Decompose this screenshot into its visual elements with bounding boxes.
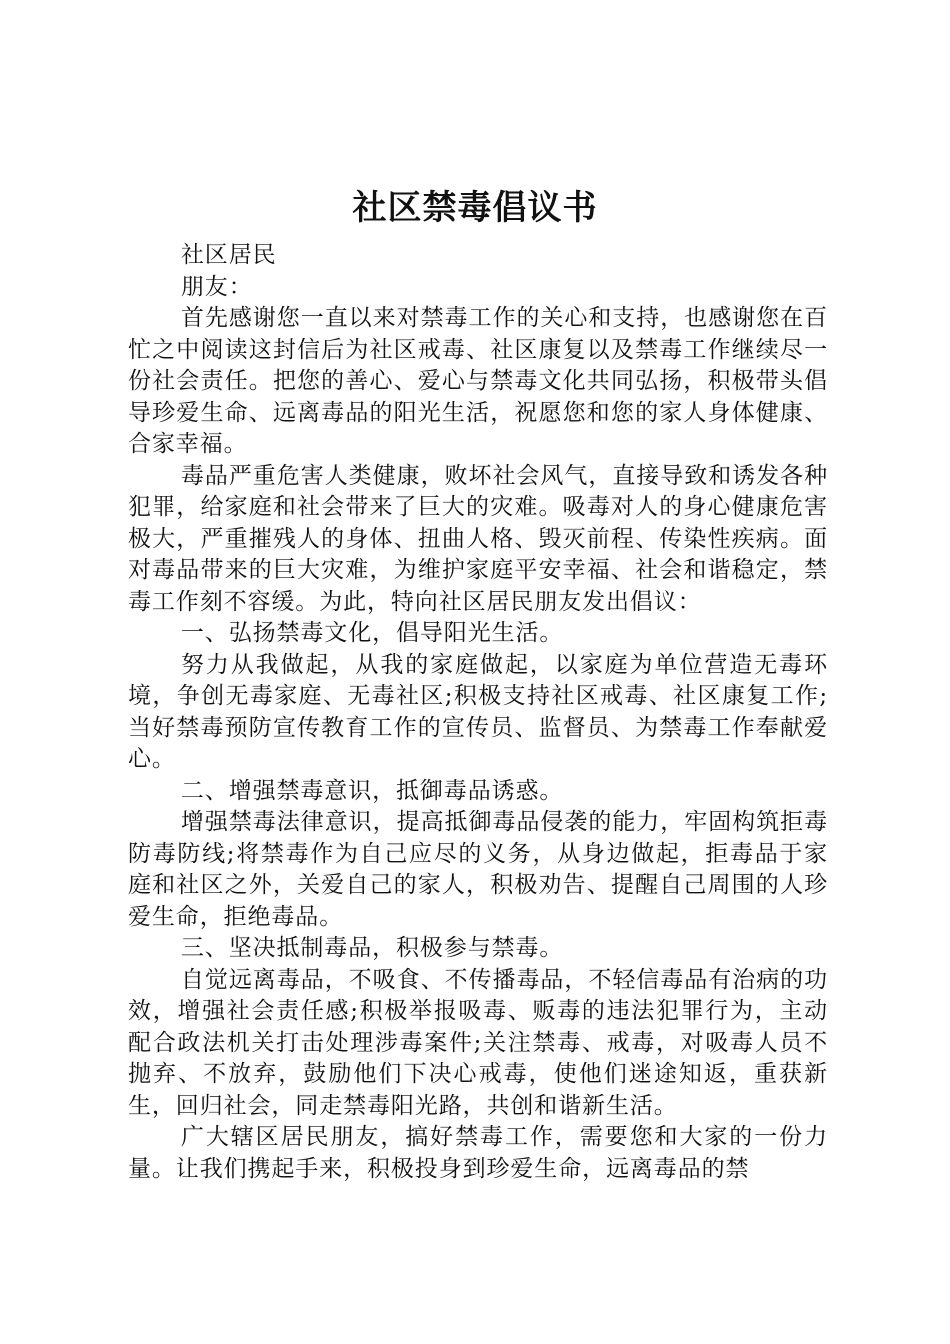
paragraph: 努力从我做起，从我的家庭做起，以家庭为单位营造无毒环境，争创无毒家庭、无毒社区;积极支持社区戒毒、社区康复工作;当好禁毒预防宣传教育工作的宣传员、监督员、为禁毒工作奉献爱心。 xyxy=(128,651,828,772)
section-heading: 三、坚决抵制毒品，积极参与禁毒。 xyxy=(180,935,564,961)
paragraph: 广大辖区居民朋友，搞好禁毒工作，需要您和大家的一份力量。让我们携起手来，积极投身到珍爱生命，远离毒品的禁 xyxy=(128,1124,828,1182)
paragraph: 自觉远离毒品，不吸食、不传播毒品，不轻信毒品有治病的功效，增强社会责任感;积极举报吸毒、贩毒的违法犯罪行为，主动配合政法机关打击处理涉毒案件;关注禁毒、戒毒，对吸毒人员不抛弃、不放弃，鼓励他们下决心戒毒，使他们迷途知返，重获新生，回归社会，同走禁毒阳光路，共创和谐新生活。 xyxy=(128,966,828,1119)
document-body xyxy=(128,240,828,1185)
salutation-line-2: 朋友： xyxy=(180,273,253,300)
page-title: 社区禁毒倡议书 xyxy=(352,188,598,228)
paragraph: 增强禁毒法律意识，提高抵御毒品侵袭的能力，牢固构筑拒毒防毒防线;将禁毒作为自己应尽的义务，从身边做起，拒毒品于家庭和社区之外，关爱自己的家人，积极劝告、提醒自己周围的人珍爱生命，拒绝毒品。 xyxy=(128,809,828,930)
section-heading: 一、弘扬禁毒文化，倡导阳光生活。 xyxy=(180,620,564,646)
paragraph: 毒品严重危害人类健康，败坏社会风气，直接导致和诱发各种犯罪，给家庭和社会带来了巨大的灾难。吸毒对人的身心健康危害极大，严重摧残人的身体、扭曲人格、毁灭前程、传染性疾病。面对毒品带来的巨大灾难，为维护家庭平安幸福、社会和谐稳定，禁毒工作刻不容缓。为此，特向社区居民朋友发出倡议： xyxy=(128,462,828,615)
paragraph: 首先感谢您一直以来对禁毒工作的关心和支持，也感谢您在百忙之中阅读这封信后为社区戒毒、社区康复以及禁毒工作继续尽一份社会责任。把您的善心、爱心与禁毒文化共同弘扬，积极带头倡导珍爱生命、远离毒品的阳光生活，祝愿您和您的家人身体健康、合家幸福。 xyxy=(128,305,828,457)
salutation-line-1: 社区居民 xyxy=(180,242,277,268)
section-heading: 二、增强禁毒意识，抵御毒品诱惑。 xyxy=(180,777,564,804)
